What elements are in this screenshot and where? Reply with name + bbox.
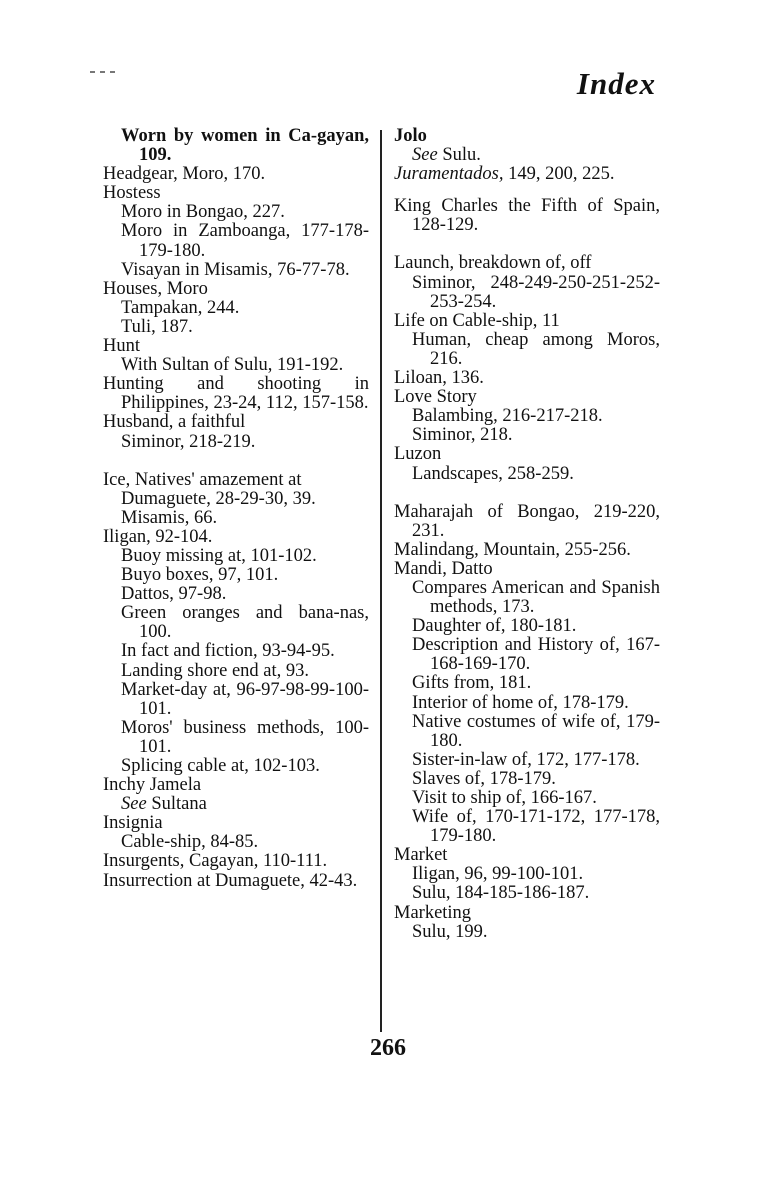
index-entry: Iligan, 92-104.: [103, 526, 213, 547]
index-entry: Hunt: [103, 336, 140, 357]
page-title: Index: [576, 66, 656, 101]
index-subentry: Moro in Bongao, 227.: [121, 202, 285, 223]
index-subentry: Misamis, 66.: [121, 507, 218, 528]
index-entry: Love Story: [394, 387, 477, 408]
index-subentry: Wife of, 170-171-172, 177-178, 179-180.: [412, 807, 660, 847]
entry-gap: [394, 484, 660, 503]
index-entry: Ice, Natives' amazement at: [103, 469, 302, 490]
index-entry: Headgear, Moro, 170.: [103, 164, 266, 185]
index-subentry: Daughter of, 180-181.: [412, 616, 577, 637]
entry-gap: [103, 452, 369, 471]
index-entry: Hostess: [103, 183, 161, 204]
index-subentry: Tuli, 187.: [121, 316, 193, 337]
index-entry: Maharajah of Bongao, 219-220, 231.: [394, 501, 660, 541]
index-subentry: Interior of home of, 178-179.: [412, 692, 629, 713]
index-entry: Mandi, Datto: [394, 558, 493, 579]
index-entry: Life on Cable-ship, 11: [394, 310, 560, 331]
index-subentry: Market-day at, 96-97-98-99-100-101.: [121, 679, 369, 719]
index-entry: Juramentados, 149, 200, 225.: [394, 164, 615, 185]
index-subentry: Siminor, 218.: [412, 425, 513, 446]
index-subentry: Iligan, 96, 99-100-101.: [412, 864, 584, 885]
index-subentry: Green oranges and bana-nas, 100.: [121, 603, 369, 643]
index-entry: Launch, breakdown of, off: [394, 253, 592, 274]
index-entry: Malindang, Mountain, 255-256.: [394, 539, 631, 560]
index-column-left: [103, 127, 369, 891]
index-subentry: Human, cheap among Moros, 216.: [412, 329, 660, 369]
index-subentry: See Sultana: [121, 794, 207, 815]
index-subentry: Buyo boxes, 97, 101.: [121, 565, 279, 586]
index-subentry: Description and History of, 167-168-169-170.: [412, 635, 660, 675]
index-subentry: Sister-in-law of, 172, 177-178.: [412, 749, 640, 770]
index-subentry: Moro in Zamboanga, 177-178-179-180.: [121, 221, 369, 261]
entry-gap: [394, 235, 660, 254]
index-entry: Insurgents, Cagayan, 110-111.: [103, 851, 328, 872]
index-entry: Inchy Jamela: [103, 775, 202, 796]
index-entry: Husband, a faithful: [103, 412, 246, 433]
index-subentry: Visit to ship of, 166-167.: [412, 788, 597, 808]
index-column-right: [394, 127, 660, 942]
index-entry: Market: [394, 845, 448, 866]
index-subentry: Dattos, 97-98.: [121, 584, 227, 605]
index-subentry: With Sultan of Sulu, 191-192.: [121, 355, 344, 376]
column-divider: [380, 130, 382, 1032]
index-entry: Liloan, 136.: [394, 368, 484, 389]
page-number: 266: [370, 1035, 406, 1061]
index-subentry: Landscapes, 258-259.: [412, 463, 574, 484]
index-entry: King Charles the Fifth of Spain, 128-129.: [394, 196, 660, 236]
margin-smudge: [90, 60, 146, 64]
index-entry: Jolo: [394, 126, 427, 146]
index-entry: Hunting and shooting in Philippines, 23-24, 112, 157-158.: [103, 374, 369, 414]
index-subentry: Landing shore end at, 93.: [121, 660, 310, 681]
index-subentry: Splicing cable at, 102-103.: [121, 756, 320, 776]
index-subentry: Tampakan, 244.: [121, 297, 240, 318]
index-subentry: Sulu, 184-185-186-187.: [412, 883, 590, 904]
index-entry: Insurrection at Dumaguete, 42-43.: [103, 870, 358, 891]
index-subentry: Dumaguete, 28-29-30, 39.: [121, 488, 316, 509]
index-entry: Houses, Moro: [103, 278, 208, 299]
index-entry: Insignia: [103, 813, 163, 834]
index-entry: Marketing: [394, 902, 472, 923]
index-subentry: Sulu, 199.: [412, 921, 488, 942]
index-subentry: Balambing, 216-217-218.: [412, 406, 603, 427]
index-subentry: In fact and fiction, 93-94-95.: [121, 641, 335, 662]
index-subentry: Worn by women in Ca-gayan, 109.: [121, 126, 369, 166]
index-subentry: Siminor, 218-219.: [121, 431, 256, 452]
index-subentry: See Sulu.: [412, 145, 481, 166]
index-subentry: Compares American and Spanish methods, 173.: [412, 577, 660, 618]
index-subentry: Visayan in Misamis, 76-77-78.: [121, 259, 350, 280]
index-subentry: Siminor, 248-249-250-251-252-253-254.: [412, 272, 660, 312]
index-entry: Luzon: [394, 444, 442, 465]
index-subentry: Buoy missing at, 101-102.: [121, 545, 317, 566]
index-subentry: Moros' business methods, 100-101.: [121, 717, 369, 757]
index-subentry: Slaves of, 178-179.: [412, 768, 556, 789]
index-subentry: Cable-ship, 84-85.: [121, 832, 259, 853]
index-subentry: Gifts from, 181.: [412, 673, 532, 694]
index-subentry: Native costumes of wife of, 179-180.: [412, 711, 660, 751]
